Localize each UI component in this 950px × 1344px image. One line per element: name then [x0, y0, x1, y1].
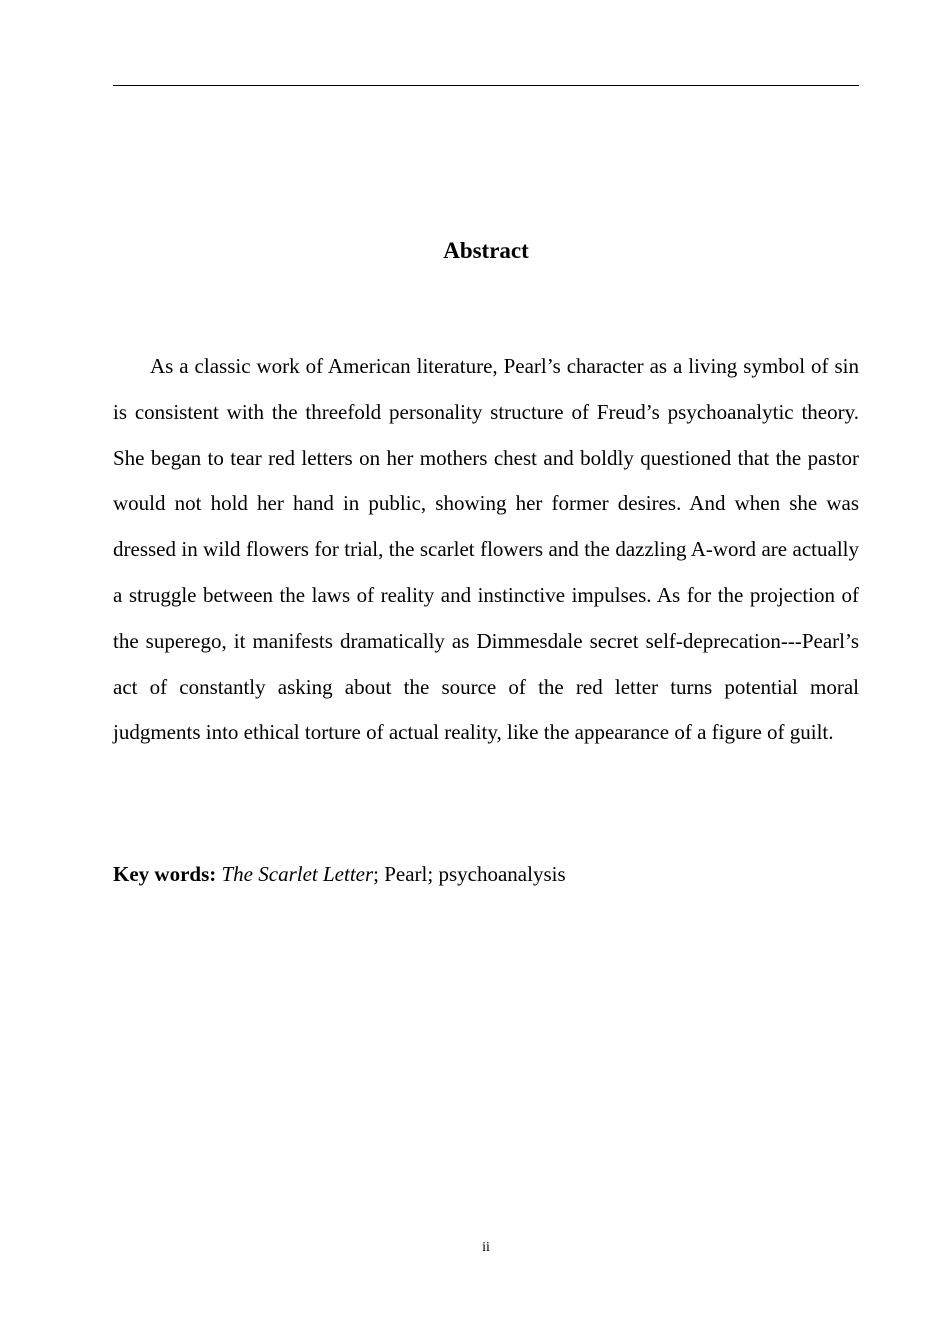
keywords-rest: ; Pearl; psychoanalysis: [373, 862, 566, 886]
keywords-line: [113, 858, 859, 890]
keywords-label: Key words:: [113, 862, 217, 886]
keywords-work-title: The Scarlet Letter: [221, 862, 374, 886]
abstract-title: Abstract: [443, 238, 529, 263]
page-number: ii: [482, 1240, 490, 1255]
abstract-body: As a classic work of American literature, Pearl’s character as a living symbol of sin is consistent with the threefold personality structure of Freud’s psychoanalytic theory. She began to tear red letters on her mothers chest and boldly questioned that the pastor would not hold her hand in public, showing her former desires. And when she was dressed in wild flowers for trial, the scarlet flowers and the dazzling A-word are actually a struggle between the laws of reality and instinctive impulses. As for the projection of the superego, it manifests dramatically as Dimmesdale secret self-deprecation---Pearl’s act of constantly asking about the source of the red letter turns potential moral judgments into ethical torture of actual reality, like the appearance of a figure of guilt.: [113, 354, 859, 745]
header-rule: [113, 85, 859, 86]
